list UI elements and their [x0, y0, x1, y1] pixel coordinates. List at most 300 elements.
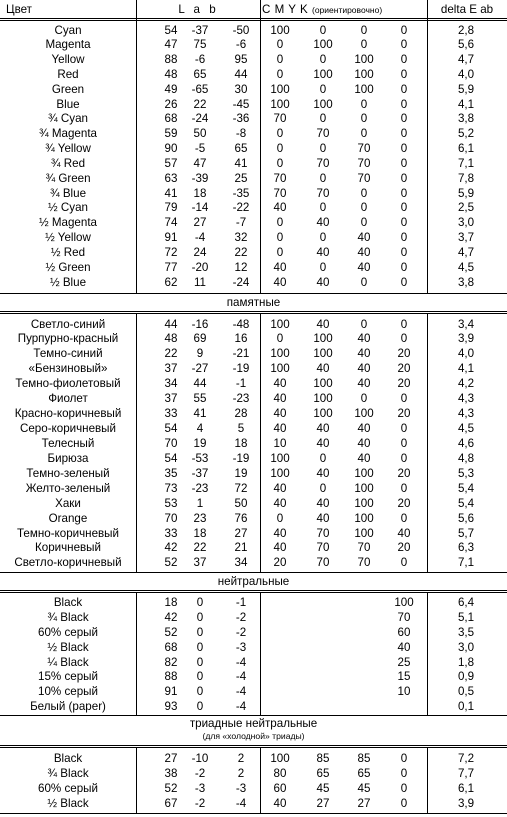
cell-de: 5,9 — [457, 186, 475, 200]
table-row — [0, 67, 507, 82]
column-divider — [427, 313, 428, 572]
cell-name: Green — [51, 82, 85, 96]
cell-b: 65 — [234, 142, 248, 156]
cell-y: 0 — [360, 392, 368, 406]
cell-de: 3,9 — [457, 332, 475, 346]
cell-m: 0 — [319, 142, 327, 156]
cell-l: 53 — [164, 496, 178, 510]
table-row — [0, 699, 507, 714]
cell-k: 0 — [400, 436, 408, 450]
cell-b: 2 — [237, 752, 245, 765]
table-row — [0, 555, 507, 570]
cell-name: Magenta — [45, 38, 91, 52]
cell-a: -6 — [194, 53, 206, 67]
table-row — [0, 245, 507, 260]
cell-m: 0 — [319, 82, 327, 96]
cell-de: 3,0 — [457, 216, 475, 230]
table-row — [0, 796, 507, 811]
cell-de: 0,1 — [457, 700, 475, 714]
cell-l: 67 — [164, 796, 178, 810]
table-row — [0, 230, 507, 245]
cell-b: -3 — [235, 781, 247, 795]
cell-a: 0 — [196, 655, 204, 669]
cell-k: 0 — [400, 156, 408, 170]
cell-y — [346, 684, 382, 699]
cell-y: 100 — [354, 466, 374, 480]
cell-m: 40 — [316, 422, 330, 435]
table-row — [0, 655, 507, 670]
cell-k: 20 — [397, 541, 411, 555]
cell-k: 0 — [400, 422, 408, 435]
cell-y: 0 — [360, 112, 368, 126]
cell-b: -50 — [232, 23, 250, 37]
cell-c — [262, 655, 298, 670]
cell-name: ¾ Red — [50, 156, 86, 170]
cell-k: 10 — [397, 685, 411, 699]
cell-k: 15 — [397, 670, 411, 684]
cell-name: Светло-коричневый — [14, 556, 122, 570]
table-row — [0, 260, 507, 275]
cell-a: 0 — [196, 596, 204, 609]
horizontal-rule — [0, 18, 507, 19]
cell-name: Желто-зеленый — [25, 481, 111, 495]
cell-b: -22 — [232, 201, 250, 215]
cell-de: 4,0 — [457, 67, 475, 81]
horizontal-rule — [0, 715, 507, 716]
cell-de: 5,7 — [457, 526, 475, 540]
table-row — [0, 171, 507, 186]
cell-k: 0 — [400, 766, 408, 780]
cell-y — [346, 669, 382, 684]
cell-c: 40 — [273, 796, 287, 810]
cell-b: -4 — [235, 655, 247, 669]
cell-m: 100 — [313, 377, 333, 391]
cell-k: 60 — [397, 625, 411, 639]
cell-de: 4,0 — [457, 347, 475, 361]
cell-m: 100 — [313, 332, 333, 346]
cell-l: 73 — [164, 481, 178, 495]
cell-c: 0 — [276, 216, 284, 230]
cell-l: 79 — [164, 201, 178, 215]
cell-y: 40 — [357, 332, 371, 346]
cell-a: 1 — [196, 496, 204, 510]
cell-b: 16 — [234, 332, 248, 346]
table-row — [0, 466, 507, 481]
cell-a: 0 — [196, 700, 204, 714]
cell-l: 57 — [164, 156, 178, 170]
table-row — [0, 82, 507, 97]
cell-l: 54 — [164, 451, 178, 465]
cell-de: 6,1 — [457, 142, 475, 156]
cell-b: -19 — [232, 451, 250, 465]
cell-y: 70 — [357, 142, 371, 156]
cell-name: ½ Red — [50, 245, 86, 259]
cell-k: 0 — [400, 38, 408, 52]
cell-b: -23 — [232, 392, 250, 406]
cell-l: 70 — [164, 511, 178, 525]
cell-m: 27 — [316, 796, 330, 810]
cell-y: 0 — [360, 127, 368, 141]
cell-y: 40 — [357, 377, 371, 391]
cell-de: 6,3 — [457, 541, 475, 555]
cell-c — [262, 610, 298, 625]
cell-c: 100 — [270, 97, 290, 111]
cell-a: 41 — [193, 407, 207, 421]
cell-l: 37 — [164, 392, 178, 406]
cell-name: Black — [53, 752, 83, 765]
cell-y: 40 — [357, 436, 371, 450]
cell-de: 5,1 — [457, 610, 475, 624]
cell-a: 0 — [196, 685, 204, 699]
table-row — [0, 684, 507, 699]
cell-k: 0 — [400, 97, 408, 111]
cell-b: 18 — [234, 436, 248, 450]
table-row — [0, 200, 507, 215]
cell-m: 0 — [319, 260, 327, 274]
cell-l: 42 — [164, 610, 178, 624]
cell-c: 0 — [276, 245, 284, 259]
cell-de: 4,3 — [457, 392, 475, 406]
cell-a: 27 — [193, 216, 207, 230]
cell-de: 4,7 — [457, 245, 475, 259]
cell-l: 44 — [164, 317, 178, 331]
cell-m: 70 — [316, 186, 330, 200]
table-row — [0, 141, 507, 156]
cell-name: Black — [53, 596, 83, 609]
horizontal-rule — [0, 590, 507, 591]
cell-y — [346, 640, 382, 655]
cell-l: 38 — [164, 766, 178, 780]
cell-k: 0 — [400, 216, 408, 230]
cell-k: 20 — [397, 466, 411, 480]
cell-b: 2 — [237, 766, 245, 780]
cell-y: 40 — [357, 231, 371, 245]
cell-name: Хаки — [55, 496, 81, 510]
cell-b: 44 — [234, 67, 248, 81]
cell-c: 40 — [273, 481, 287, 495]
cell-c: 100 — [270, 752, 290, 765]
column-divider — [427, 747, 428, 813]
cell-c: 80 — [273, 766, 287, 780]
table-row — [0, 781, 507, 796]
cell-c: 40 — [273, 392, 287, 406]
cell-name: Cyan — [54, 23, 82, 37]
table-row — [0, 406, 507, 421]
cell-de: 3,7 — [457, 231, 475, 245]
cell-b: 22 — [234, 245, 248, 259]
cell-a: 22 — [193, 97, 207, 111]
table-header — [0, 2, 507, 17]
table-row — [0, 215, 507, 230]
cell-c: 40 — [273, 496, 287, 510]
cell-a: 18 — [193, 526, 207, 540]
cell-de: 7,8 — [457, 171, 475, 185]
cell-l: 54 — [164, 422, 178, 435]
cell-c: 40 — [273, 275, 287, 289]
cell-l: 91 — [164, 685, 178, 699]
cell-m — [305, 684, 341, 699]
horizontal-rule — [0, 20, 507, 21]
table-row — [0, 23, 507, 38]
cell-a: -3 — [194, 781, 206, 795]
cell-a: 19 — [193, 436, 207, 450]
cell-m — [305, 669, 341, 684]
cell-b: -4 — [235, 700, 247, 714]
cell-y — [346, 699, 382, 714]
cell-l: 62 — [164, 275, 178, 289]
cell-a: -2 — [194, 796, 206, 810]
cell-de: 5,6 — [457, 511, 475, 525]
cell-k: 0 — [400, 260, 408, 274]
cell-c: 100 — [270, 362, 290, 376]
cell-y: 0 — [360, 97, 368, 111]
cell-m: 0 — [319, 201, 327, 215]
cell-k: 0 — [400, 67, 408, 81]
cell-a: -65 — [191, 82, 209, 96]
cell-a: -20 — [191, 260, 209, 274]
cell-name: ¾ Black — [47, 610, 89, 624]
cell-name: ½ Green — [45, 260, 91, 274]
cell-y: 100 — [354, 67, 374, 81]
cell-c: 40 — [273, 422, 287, 435]
cell-k: 20 — [397, 377, 411, 391]
cell-a: -53 — [191, 451, 209, 465]
horizontal-rule — [0, 311, 507, 312]
cell-a: 0 — [196, 640, 204, 654]
cell-m: 70 — [316, 156, 330, 170]
cell-de: 7,1 — [457, 156, 475, 170]
cell-de: 4,2 — [457, 377, 475, 391]
cell-a: -16 — [191, 317, 209, 331]
cell-l: 35 — [164, 466, 178, 480]
cell-y: 0 — [360, 275, 368, 289]
cell-b: -24 — [232, 275, 250, 289]
cell-m: 85 — [316, 752, 330, 765]
cell-l: 91 — [164, 231, 178, 245]
cell-m: 65 — [316, 766, 330, 780]
cell-y: 40 — [357, 347, 371, 361]
cell-m — [305, 595, 341, 610]
cell-de: 7,7 — [457, 766, 475, 780]
cell-k: 0 — [400, 781, 408, 795]
cell-c — [262, 669, 298, 684]
cell-l: 63 — [164, 171, 178, 185]
cell-m: 70 — [316, 127, 330, 141]
cell-de: 6,1 — [457, 781, 475, 795]
cell-m: 40 — [316, 496, 330, 510]
table-row — [0, 97, 507, 112]
cell-name: ½ Blue — [49, 275, 87, 289]
cell-de: 4,5 — [457, 260, 475, 274]
cell-a: 24 — [193, 245, 207, 259]
column-divider — [260, 592, 261, 715]
table-row — [0, 111, 507, 126]
cell-m: 40 — [316, 436, 330, 450]
header-cmyk-note: (ориентировочно) — [311, 5, 383, 15]
cell-y: 27 — [357, 796, 371, 810]
cell-de: 0,5 — [457, 685, 475, 699]
cell-b: 27 — [234, 526, 248, 540]
cell-name: 15% серый — [38, 670, 98, 684]
cell-a: -23 — [191, 481, 209, 495]
cell-b: 95 — [234, 53, 248, 67]
cell-m: 40 — [316, 317, 330, 331]
cell-m: 100 — [313, 97, 333, 111]
cell-name: 60% серый — [38, 781, 98, 795]
cell-c — [262, 699, 298, 714]
cell-de: 2,8 — [457, 23, 475, 37]
cell-k: 0 — [400, 142, 408, 156]
table-row — [0, 481, 507, 496]
cell-y: 0 — [360, 186, 368, 200]
cell-y: 100 — [354, 53, 374, 67]
cell-k: 20 — [397, 407, 411, 421]
horizontal-rule — [0, 293, 507, 294]
column-divider — [136, 0, 137, 293]
cell-name: Фиолет — [48, 392, 88, 406]
cell-a: -37 — [191, 23, 209, 37]
cell-name: Красно-коричневый — [14, 407, 122, 421]
cell-k: 0 — [400, 245, 408, 259]
table-row — [0, 436, 507, 451]
cell-m: 0 — [319, 53, 327, 67]
cell-name: ½ Black — [47, 640, 89, 654]
cell-m: 0 — [319, 451, 327, 465]
cell-de: 3,8 — [457, 275, 475, 289]
cell-a: 55 — [193, 392, 207, 406]
cell-name: ¾ Magenta — [38, 127, 97, 141]
cell-b: 72 — [234, 481, 248, 495]
cell-de: 5,9 — [457, 82, 475, 96]
cell-name: ½ Black — [47, 796, 89, 810]
cell-de: 4,7 — [457, 53, 475, 67]
cell-de: 5,4 — [457, 481, 475, 495]
cell-a: 44 — [193, 377, 207, 391]
horizontal-rule — [0, 592, 507, 593]
cell-k: 0 — [400, 53, 408, 67]
cell-y: 100 — [354, 526, 374, 540]
column-divider — [427, 592, 428, 715]
table-row — [0, 421, 507, 436]
cell-y: 70 — [357, 156, 371, 170]
cell-name: ½ Magenta — [38, 216, 97, 230]
cell-l: 72 — [164, 245, 178, 259]
cell-y: 0 — [360, 216, 368, 230]
cell-b: 32 — [234, 231, 248, 245]
cell-k: 40 — [397, 526, 411, 540]
cell-l: 26 — [164, 97, 178, 111]
cell-de: 3,0 — [457, 640, 475, 654]
table-row — [0, 669, 507, 684]
cell-c — [262, 625, 298, 640]
cell-c: 0 — [276, 53, 284, 67]
cell-b: -6 — [235, 38, 247, 52]
cell-l: 59 — [164, 127, 178, 141]
column-divider — [427, 0, 428, 293]
cell-b: -21 — [232, 347, 250, 361]
cell-b: -35 — [232, 186, 250, 200]
header-color: Цвет — [6, 3, 32, 16]
cell-l: 88 — [164, 670, 178, 684]
cell-b: -45 — [232, 97, 250, 111]
cell-a: 50 — [193, 127, 207, 141]
cell-l: 48 — [164, 67, 178, 81]
cell-l: 77 — [164, 260, 178, 274]
cell-de: 5,4 — [457, 496, 475, 510]
cell-l: 48 — [164, 332, 178, 346]
cell-name: Темно-зеленый — [26, 466, 110, 480]
cell-l: 22 — [164, 347, 178, 361]
cell-b: 5 — [237, 422, 245, 435]
cell-b: -7 — [235, 216, 247, 230]
cell-c: 0 — [276, 156, 284, 170]
cell-m — [305, 699, 341, 714]
cell-a: -14 — [191, 201, 209, 215]
cell-c: 20 — [273, 556, 287, 570]
cell-a: 0 — [196, 610, 204, 624]
cell-b: 25 — [234, 171, 248, 185]
cell-de: 2,5 — [457, 201, 475, 215]
cell-name: Коричневый — [35, 541, 101, 555]
cell-k: 0 — [400, 796, 408, 810]
cell-name: Orange — [48, 511, 88, 525]
cell-b: -4 — [235, 685, 247, 699]
table-row — [0, 52, 507, 67]
column-divider — [136, 313, 137, 572]
cell-b: 28 — [234, 407, 248, 421]
cell-y — [346, 655, 382, 670]
cell-y: 100 — [354, 82, 374, 96]
cell-de: 5,3 — [457, 466, 475, 480]
cell-de: 4,8 — [457, 451, 475, 465]
cell-c — [262, 684, 298, 699]
cell-k: 40 — [397, 640, 411, 654]
cell-b: -19 — [232, 362, 250, 376]
horizontal-rule — [0, 313, 507, 314]
cell-c: 70 — [273, 112, 287, 126]
cell-c: 0 — [276, 67, 284, 81]
cell-a: -37 — [191, 466, 209, 480]
cell-m: 40 — [316, 362, 330, 376]
cell-b: -8 — [235, 127, 247, 141]
cell-y: 70 — [357, 171, 371, 185]
cell-k: 25 — [397, 655, 411, 669]
cell-y — [346, 595, 382, 610]
table-row — [0, 526, 507, 541]
header-lab: L a b — [178, 3, 219, 16]
cell-name: 60% серый — [38, 625, 98, 639]
cell-a: 65 — [193, 67, 207, 81]
cell-m: 40 — [316, 216, 330, 230]
cell-a: 47 — [193, 156, 207, 170]
cell-y: 85 — [357, 752, 371, 765]
cell-c: 0 — [276, 127, 284, 141]
cell-k: 0 — [400, 392, 408, 406]
cell-de: 0,9 — [457, 670, 475, 684]
cell-c: 40 — [273, 526, 287, 540]
table-row — [0, 346, 507, 361]
cell-l: 93 — [164, 700, 178, 714]
cell-a: -24 — [191, 112, 209, 126]
cell-a: 37 — [193, 556, 207, 570]
cell-c: 0 — [276, 142, 284, 156]
cell-y: 40 — [357, 422, 371, 435]
cell-a: 23 — [193, 511, 207, 525]
cell-c: 40 — [273, 541, 287, 555]
cell-c: 100 — [270, 23, 290, 37]
cell-c — [262, 595, 298, 610]
cell-de: 4,3 — [457, 407, 475, 421]
